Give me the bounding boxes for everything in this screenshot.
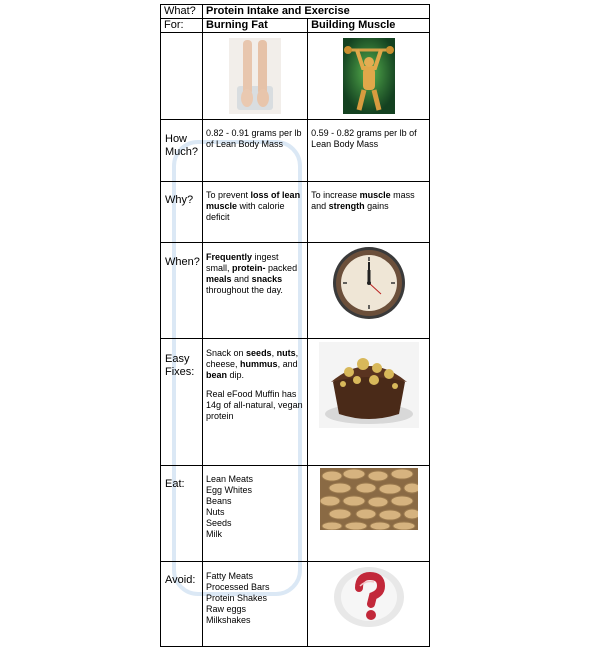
when-text-8: throughout the day.	[206, 285, 283, 295]
eat-list	[203, 466, 308, 562]
when-text-3: protein-	[232, 263, 266, 273]
why-muscle-text-1: To increase	[311, 190, 360, 200]
how-much-muscle: 0.59 - 0.82 grams per lb of Lean Body Mass	[308, 120, 430, 182]
avoid-label: Avoid:	[161, 562, 203, 647]
why-muscle-text-4: strength	[328, 201, 365, 211]
easy-fixes-fat	[203, 339, 308, 466]
when-text-2: ingest small,	[206, 252, 279, 273]
why-muscle	[308, 182, 430, 243]
for-label: For:	[161, 19, 203, 33]
when-row	[161, 243, 430, 339]
avoid-row	[161, 562, 430, 647]
why-fat	[203, 182, 308, 243]
when-text-6: and	[231, 274, 252, 284]
easy-text-8: bean	[206, 370, 228, 380]
why-fat-text-2: loss of lean muscle	[206, 190, 301, 211]
col-header-burning-fat: Burning Fat	[203, 19, 308, 33]
question-image-cell	[308, 562, 430, 647]
easy-fixes-row	[161, 339, 430, 466]
easy-text-5: , cheese,	[206, 348, 299, 369]
muffin-image-cell	[308, 339, 430, 466]
when-text-7: snacks	[251, 274, 283, 284]
easy-text-7: , and	[277, 359, 298, 369]
meat-question-mark-image	[333, 566, 405, 628]
easy-text-1: Snack on	[206, 348, 247, 358]
list-item: Raw eggs	[206, 604, 247, 614]
col-header-building-muscle: Building Muscle	[308, 19, 430, 33]
weightlifter-image	[343, 38, 395, 114]
why-fat-text-3: with calorie deficit	[206, 201, 285, 222]
clock-image	[332, 246, 406, 320]
easy-text-6: hummus	[240, 359, 278, 369]
list-item: Seeds	[206, 518, 232, 528]
why-muscle-text-3: mass and	[311, 190, 415, 211]
empty-cell	[161, 33, 203, 120]
how-much-label: How Much?	[161, 120, 203, 182]
how-much-fat: 0.82 - 0.91 grams per lb of Lean Body Mass	[203, 120, 308, 182]
eat-label: Eat:	[161, 466, 203, 562]
when-text-4: packed	[268, 263, 298, 273]
why-row	[161, 182, 430, 243]
fat-image-cell	[203, 33, 308, 120]
when-text-5: meals	[206, 274, 232, 284]
clock-image-cell	[308, 243, 430, 339]
eat-row	[161, 466, 430, 562]
column-header-row	[161, 19, 430, 33]
how-much-row	[161, 120, 430, 182]
list-item: Protein Shakes	[206, 593, 268, 603]
when-text-1: Frequently	[206, 252, 253, 262]
easy-text-9: dip.	[227, 370, 245, 380]
list-item: Egg Whites	[206, 485, 253, 495]
when-fat	[203, 243, 308, 339]
muffin-image	[319, 342, 419, 428]
page-title: Protein Intake and Exercise	[203, 5, 430, 19]
why-muscle-text-5: gains	[364, 201, 389, 211]
peanuts-image	[320, 468, 418, 530]
image-row	[161, 33, 430, 120]
easy-fixes-label: Easy Fixes:	[161, 339, 203, 466]
easy-text-2: seeds	[246, 348, 272, 358]
avoid-list	[203, 562, 308, 647]
why-muscle-text-2: muscle	[359, 190, 391, 200]
list-item: Processed Bars	[206, 582, 270, 592]
list-item: Lean Meats	[206, 474, 254, 484]
easy-text-3: ,	[271, 348, 277, 358]
peanuts-image-cell	[308, 466, 430, 562]
why-label: Why?	[161, 182, 203, 243]
list-item: Beans	[206, 496, 232, 506]
easy-text-4: nuts	[276, 348, 296, 358]
title-row	[161, 5, 430, 19]
what-label: What?	[161, 5, 203, 19]
list-item: Fatty Meats	[206, 571, 254, 581]
list-item: Milk	[206, 529, 223, 539]
feet-on-scale-image	[229, 38, 281, 114]
muscle-image-cell	[308, 33, 430, 120]
list-item: Nuts	[206, 507, 225, 517]
protein-table	[160, 4, 430, 647]
muffin-note: Real eFood Muffin has 14g of all-natural, vegan protein	[206, 389, 303, 421]
list-item: Milkshakes	[206, 615, 251, 625]
why-fat-text-1: To prevent	[206, 190, 251, 200]
when-label: When?	[161, 243, 203, 339]
